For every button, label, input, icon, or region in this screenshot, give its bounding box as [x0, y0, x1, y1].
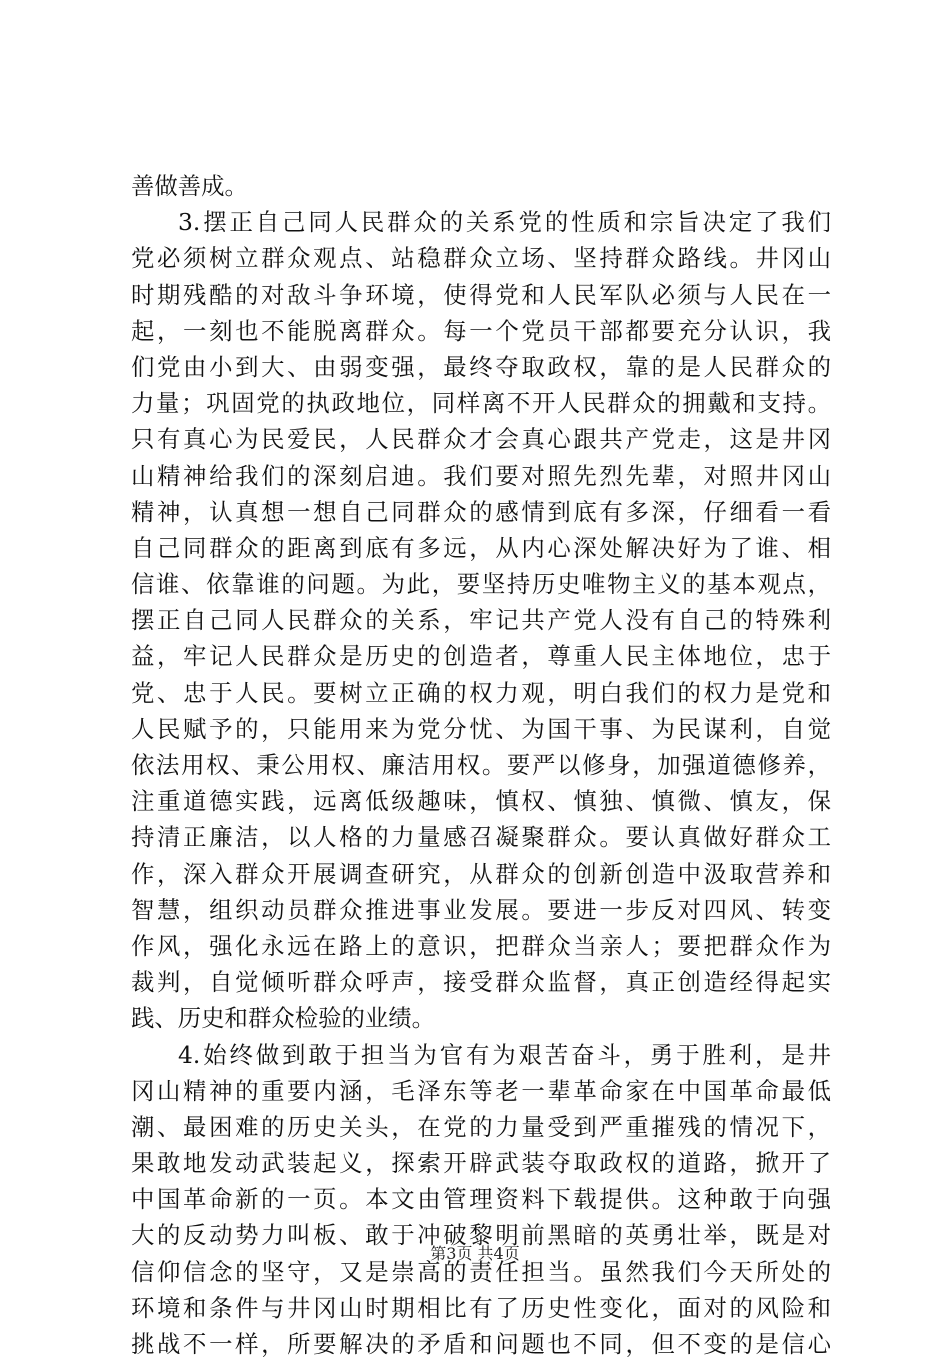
text-line: 挑战不一样，所要解决的矛盾和问题也不同，但不变的是信心 [131, 1330, 831, 1358]
text-line: 自己同群众的距离到底有多远，从内心深处解决好为了谁、相 [131, 533, 831, 562]
text-line: 裁判，自觉倾听群众呼声，接受群众监督，真正创造经得起实 [131, 968, 831, 997]
text-line: 信谁、依靠谁的问题。为此，要坚持历史唯物主义的基本观点， [131, 570, 831, 599]
text-line: 践、历史和群众检验的业绩。 [131, 1004, 436, 1033]
text-line: 善做善成。 [131, 172, 248, 200]
text-line: 党、忠于人民。要树立正确的权力观，明白我们的权力是党和 [131, 678, 831, 707]
body-text [131, 168, 831, 1362]
text-line: 党必须树立群众观点、站稳群众立场、坚持群众路线。井冈山 [131, 244, 831, 273]
text-line: 注重道德实践，远离低级趣味，慎权、慎独、慎微、慎友，保 [131, 787, 831, 816]
text-line: 人民赋予的，只能用来为党分忧、为国干事、为民谋利，自觉 [131, 714, 831, 743]
page-number: 第3页 共4页 [430, 1244, 520, 1263]
text-line: 摆正自己同人民群众的关系，牢记共产党人没有自己的特殊利 [131, 606, 831, 635]
text-line: 智慧，组织动员群众推进事业发展。要进一步反对四风、转变 [131, 895, 831, 924]
text-line: 时期残酷的对敌斗争环境，使得党和人民军队必须与人民在一 [131, 280, 831, 309]
text-line: 只有真心为民爱民，人民群众才会真心跟共产党走，这是井冈 [131, 425, 831, 454]
text-line: 山精神给我们的深刻启迪。我们要对照先烈先辈，对照井冈山 [131, 461, 831, 490]
text-line: 4.始终做到敢于担当为官有为艰苦奋斗，勇于胜利，是井 [178, 1040, 831, 1069]
text-line: 力量；巩固党的执政地位，同样离不开人民群众的拥戴和支持。 [131, 389, 831, 418]
text-line: 3.摆正自己同人民群众的关系党的性质和宗旨决定了我们 [178, 208, 831, 237]
text-line: 冈山精神的重要内涵，毛泽东等老一辈革命家在中国革命最低 [131, 1076, 831, 1105]
text-line: 持清正廉洁，以人格的力量感召凝聚群众。要认真做好群众工 [131, 823, 831, 852]
text-line: 作，深入群众开展调查研究，从群众的创新创造中汲取营养和 [131, 859, 831, 888]
text-line: 作风，强化永远在路上的意识，把群众当亲人；要把群众作为 [131, 931, 831, 960]
page-footer [0, 1242, 950, 1266]
text-line: 信仰信念的坚守，又是崇高的责任担当。虽然我们今天所处的 [131, 1257, 831, 1286]
text-line: 大的反动势力叫板、敢于冲破黎明前黑暗的英勇壮举，既是对 [131, 1221, 831, 1250]
text-line: 中国革命新的一页。本文由管理资料下载提供。这种敢于向强 [131, 1185, 831, 1214]
text-line: 潮、最困难的历史关头，在党的力量受到严重摧残的情况下， [131, 1112, 831, 1141]
text-line: 们党由小到大、由弱变强，最终夺取政权，靠的是人民群众的 [131, 352, 831, 381]
text-line: 起，一刻也不能脱离群众。每一个党员干部都要充分认识，我 [131, 316, 831, 345]
text-line: 依法用权、秉公用权、廉洁用权。要严以修身，加强道德修养， [131, 751, 831, 779]
text-line: 精神，认真想一想自己同群众的感情到底有多深，仔细看一看 [131, 497, 831, 526]
text-line: 果敢地发动武装起义，探索开辟武装夺取政权的道路，掀开了 [131, 1149, 831, 1178]
text-line: 环境和条件与井冈山时期相比有了历史性变化，面对的风险和 [131, 1293, 831, 1322]
text-line: 益，牢记人民群众是历史的创造者，尊重人民主体地位，忠于 [131, 642, 831, 671]
